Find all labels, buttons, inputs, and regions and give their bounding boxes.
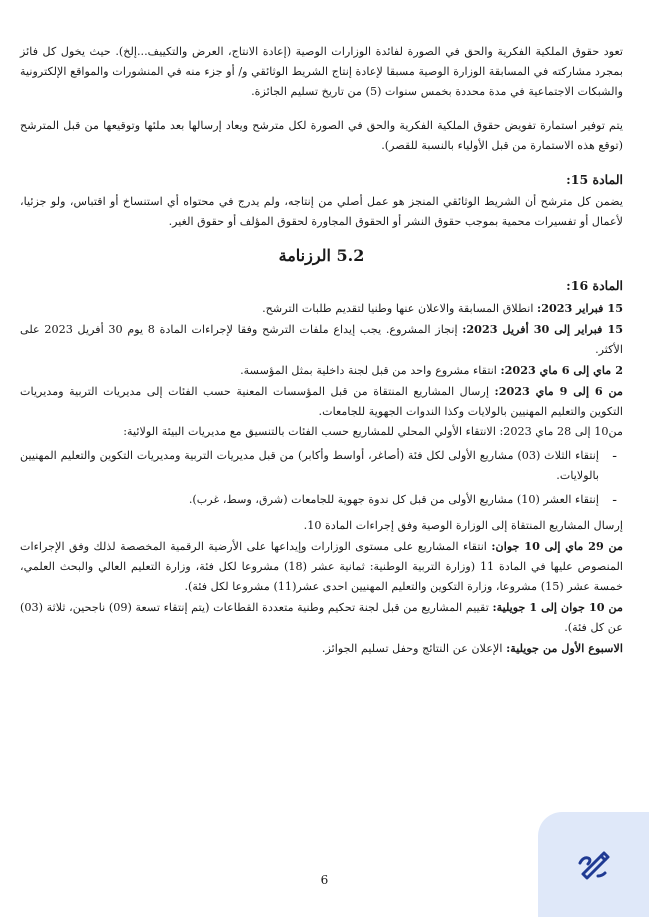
schedule-text: انتقاء المشاريع على مستوى الوزارات وإيداعها على الأرضية الرقمية المخصصة لذلك وفق الإجراءات المنصوص عليها في المادة 11 (وزارة التربية الوطنية: ثمانية عشر (18) مشروعا لكل فئة، وزارة التعليم العالي والبحث العلمي، خمسة عشر (15) مشروعا، وزارة التكوين والتعليم المهنيين احدى عشر(11) مشروعا لكل فئة). (20, 540, 623, 593)
article-15-text: يضمن كل مترشح أن الشريط الوثائقي المنجز هو عمل أصلي من إنتاجه، ولم يدرج في محتواه أي استنساخ أو اقتباس، ولو جزئيا، لأعمال أو تفسيرات محمية بموجب حقوق النشر أو الحقوق المجاورة لحقوق المؤلف أو حقوق الغير. (20, 195, 623, 228)
schedule-text: انتقاء مشروع واحد من قبل لجنة داخلية بمثل المؤسسة. (240, 364, 501, 377)
send-projects-text: إرسال المشاريع المنتقاة إلى الوزارة الوصية وفق إجراءات المادة 10. (303, 519, 623, 532)
schedule-text: إرسال المشاريع المنتقاة من قبل المؤسسات المعنية حسب الفئات إلى مديريات التربية ومديريات التكوين والتعليم المهنيين بالولايات وكذا الندوات الجهوية للجامعات. (20, 385, 623, 418)
bullet-text: إنتقاء العشر (10) مشاريع الأولى من قبل كل ندوة جهوية للجامعات (شرق، وسط، غرب). (188, 493, 599, 506)
bullet-dash-icon: - (612, 492, 617, 508)
edit-button[interactable] (538, 812, 649, 917)
intro-paragraph-2: يتم توفير استمارة تفويض حقوق الملكية الفكرية والحق في الصورة لكل مترشح ويعاد إرسالها بعد ملئها وتوقيعها من قبل المترشح (توقع هذه الاستمارة من قبل الأولياء بالنسبة للقصر). (20, 119, 623, 152)
schedule-date: الاسبوع الأول من جويلية: (506, 641, 623, 655)
list-item (20, 490, 617, 510)
schedule-date: من 10 جوان إلى 1 جويلية: (492, 600, 623, 614)
article-16-title: المادة 16: (566, 278, 623, 293)
schedule-date: 15 فبراير إلى 30 أفريل 2023: (462, 322, 624, 336)
schedule-text: الإعلان عن النتائج وحفل تسليم الجوائز. (321, 642, 507, 655)
intro-paragraph-1: تعود حقوق الملكية الفكرية والحق في الصورة لفائدة الوزارات الوصية (إعادة الانتاج، العرض والتكييف...إلخ). حيث يخول كل فائز بمجرد مشاركته في المسابقة الوزارة الوصية مسبقا لإعادة إنتاج الشريط الوثائقي و/ أو جزء منه في المنشورات والمواقع الإلكترونية والشبكات الاجتماعية في مدة محددة بخمس سنوات (5) من تاريخ تسليم الجائزة. (20, 45, 623, 98)
schedule-text: إنجاز المشروع. يجب إيداع ملفات الترشح وفقا لإجراءات المادة 8 يوم 30 أفريل 2023 على الأكثر. (20, 323, 623, 356)
article-15-title: المادة 15: (566, 172, 623, 187)
schedule-item (20, 360, 623, 381)
schedule-text: انطلاق المسابقة والاعلان عنها وطنيا لتقديم طلبات الترشح. (262, 302, 538, 315)
schedule-text: تقييم المشاريع من قبل لجنة تحكيم وطنية متعددة القطاعات (يتم إنتقاء تسعة (09) ناجحين، ثلاثة (03) عن كل فئة). (20, 601, 623, 634)
schedule-item (20, 536, 623, 597)
schedule-item (20, 638, 623, 659)
list-item (20, 446, 617, 486)
edit-pen-icon (574, 843, 614, 887)
schedule-item (20, 298, 623, 319)
bullet-text: إنتقاء الثلاث (03) مشاريع الأولى لكل فئة (أصاغر، أواسط وأكابر) من قبل مديريات التربية ومديريات التكوين والتعليم المهنيين بالولايات. (20, 449, 599, 482)
schedule-date: من 29 ماي إلى 10 جوان: (491, 539, 624, 553)
schedule-item (20, 597, 623, 638)
schedule-date: 15 فبراير 2023: (537, 301, 623, 315)
schedule-item (20, 381, 623, 422)
bullet-dash-icon: - (612, 448, 617, 464)
section-title: 5.2 الرزنامة (278, 246, 365, 265)
page-number: 6 (320, 873, 329, 887)
document-body (20, 42, 623, 659)
schedule-date: 2 ماي إلى 6 ماي 2023: (500, 363, 623, 377)
local-selection-intro: من10 إلى 28 ماي 2023: الانتقاء الأولي المحلي للمشاريع حسب الفئات بالتنسيق مع مديريات البيئة الولائية: (123, 425, 623, 438)
schedule-date: من 6 إلى 9 ماي 2023: (494, 384, 623, 398)
selection-bullets (20, 446, 623, 510)
schedule-item (20, 319, 623, 360)
